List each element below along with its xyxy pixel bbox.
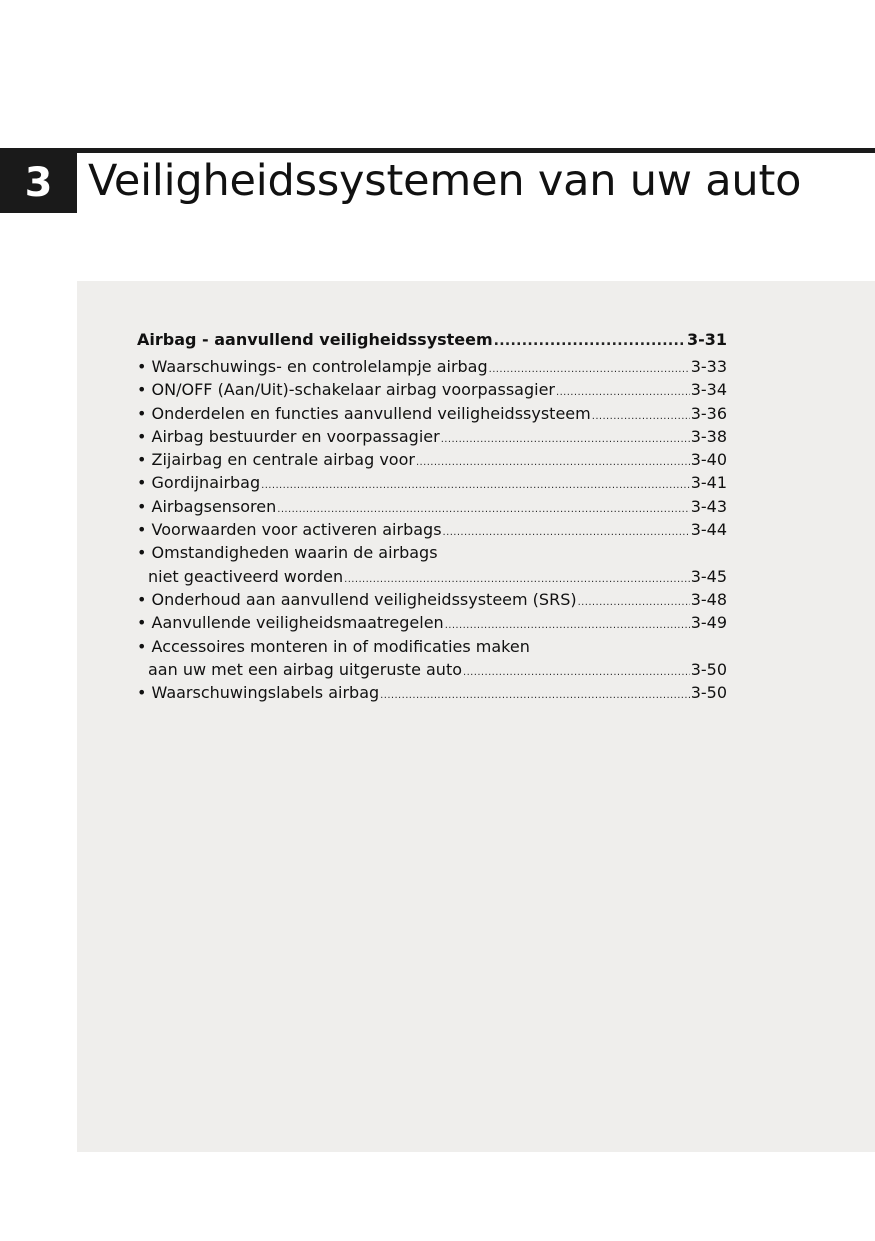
toc-heading-page: 3-31: [686, 330, 727, 349]
toc-item-warning-lamp[interactable]: [137, 355, 727, 378]
toc-item-page: 3-45: [690, 566, 727, 586]
toc-item-accessories-line2[interactable]: [137, 658, 727, 681]
toc-item-label: • Accessoires monteren in of modificaties maken: [137, 636, 530, 656]
toc-item-accessories-line1[interactable]: [137, 635, 727, 658]
toc-item-page: 3-38: [690, 426, 727, 446]
toc-leader-dots: [463, 661, 690, 684]
toc-leader-dots: [441, 428, 690, 451]
toc-item-page: 3-41: [690, 473, 727, 493]
toc-item-label: • Waarschuwingslabels airbag: [137, 683, 380, 703]
toc-item-page: 3-34: [690, 380, 727, 400]
toc-item-label: • Gordijnairbag: [137, 473, 261, 493]
toc-item-additional-safety[interactable]: [137, 611, 727, 634]
toc-item-label: • Onderhoud aan aanvullend veiligheidssysteem (SRS): [137, 589, 577, 609]
toc-item-passenger-airbag-switch[interactable]: [137, 378, 727, 401]
toc-item-page: 3-43: [690, 496, 727, 516]
toc-item-label-continued: aan uw met een airbag uitgeruste auto: [148, 659, 463, 679]
toc-item-page: 3-50: [690, 659, 727, 679]
toc-leader-dots: [494, 328, 686, 354]
chapter-number: 3: [24, 160, 53, 206]
toc-item-page: 3-36: [690, 403, 727, 423]
toc-item-label: • Omstandigheden waarin de airbags: [137, 543, 438, 563]
toc-item-non-activation-line2[interactable]: [137, 565, 727, 588]
toc-item-airbag-sensors[interactable]: [137, 495, 727, 518]
toc-item-label: • Airbag bestuurder en voorpassagier: [137, 426, 440, 446]
toc-item-label: • ON/OFF (Aan/Uit)-schakelaar airbag voorpassagier: [137, 380, 555, 400]
toc-item-driver-passenger-airbag[interactable]: [137, 425, 727, 448]
toc-item-srs-maintenance[interactable]: [137, 588, 727, 611]
toc-item-label: • Waarschuwings- en controlelampje airbag: [137, 357, 488, 376]
table-of-contents-panel: [77, 281, 875, 1152]
toc-item-label: • Voorwaarden voor activeren airbags: [137, 520, 442, 540]
toc-leader-dots: [261, 474, 690, 497]
chapter-title: Veiligheidssystemen van uw auto: [88, 156, 802, 206]
toc-item-page: 3-49: [690, 613, 727, 633]
chapter-number-badge: [0, 153, 77, 213]
toc-section-heading[interactable]: [137, 327, 727, 353]
toc-heading-label: Airbag - aanvullend veiligheidssysteem: [137, 330, 493, 349]
toc-item-activation-conditions[interactable]: [137, 518, 727, 541]
toc-item-label: • Zijairbag en centrale airbag voor: [137, 450, 415, 470]
table-of-contents: [137, 327, 727, 704]
toc-item-page: 3-50: [690, 683, 727, 703]
toc-item-label: • Onderdelen en functies aanvullend veiligheidssysteem: [137, 403, 591, 423]
toc-item-page: 3-48: [690, 589, 727, 609]
toc-leader-dots: [578, 591, 690, 614]
toc-item-page: 3-44: [690, 520, 727, 540]
toc-item-label: • Aanvullende veiligheidsmaatregelen: [137, 613, 444, 633]
toc-leader-dots: [443, 521, 690, 544]
toc-item-side-center-airbag[interactable]: [137, 448, 727, 471]
toc-item-non-activation-line1[interactable]: [137, 541, 727, 564]
toc-item-page: 3-40: [690, 450, 727, 470]
toc-leader-dots: [592, 405, 690, 428]
toc-leader-dots: [380, 684, 690, 707]
toc-item-components-functions[interactable]: [137, 402, 727, 425]
toc-item-label-continued: niet geactiveerd worden: [148, 566, 344, 586]
toc-item-label: • Airbagsensoren: [137, 496, 277, 516]
toc-item-page: 3-33: [690, 357, 727, 376]
toc-item-curtain-airbag[interactable]: [137, 471, 727, 494]
toc-leader-dots: [416, 451, 690, 474]
toc-item-warning-labels[interactable]: [137, 681, 727, 704]
